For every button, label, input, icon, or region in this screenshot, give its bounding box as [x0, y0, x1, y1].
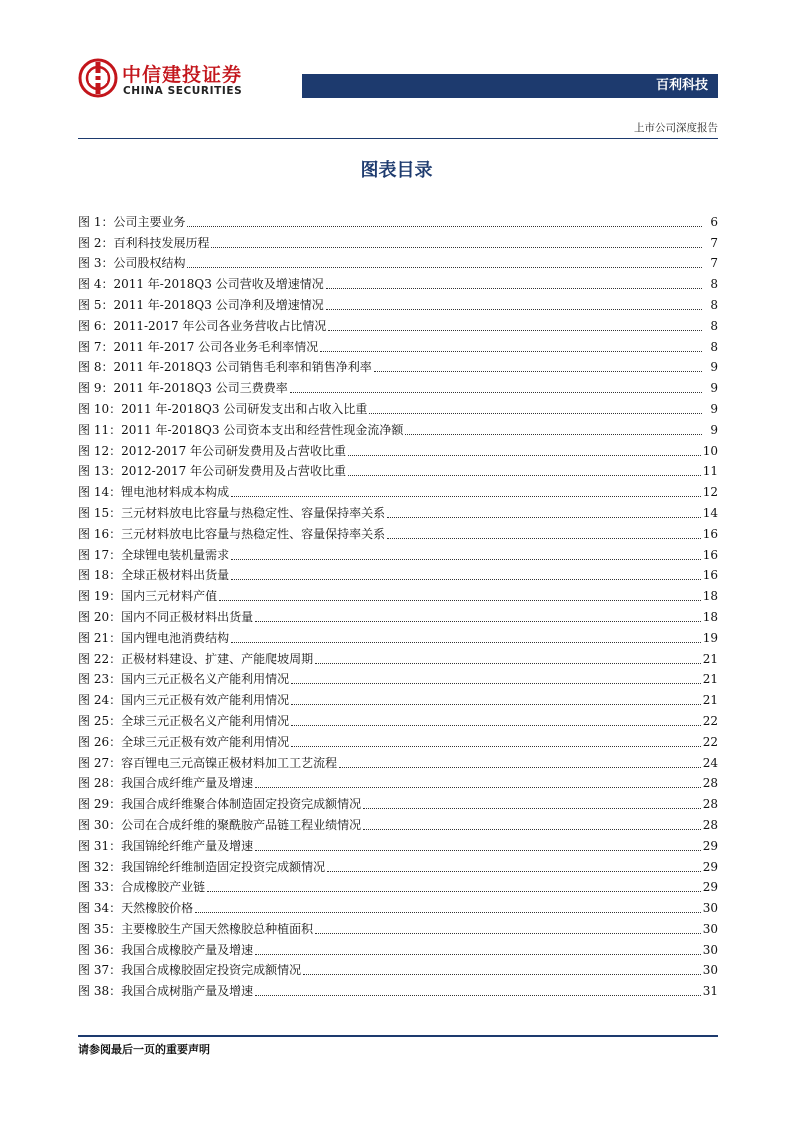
toc-entry-label: 主要橡胶生产国天然橡胶总种植面积 — [121, 921, 314, 936]
toc-entry-number: 图 36： — [78, 942, 122, 957]
toc-entry[interactable] — [78, 563, 718, 584]
toc-entry-page: 22 — [702, 713, 718, 728]
toc-entry-number: 图 33： — [78, 880, 122, 895]
toc-entry-page: 8 — [710, 339, 718, 354]
toc-entry-label: 锂电池材料成本构成 — [121, 485, 230, 500]
toc-entry-page: 29 — [702, 859, 718, 874]
toc-entry-number: 图 2： — [78, 235, 114, 250]
toc-entry-number: 图 9： — [78, 381, 114, 396]
toc-entry-number: 图 24： — [78, 693, 122, 708]
toc-entry[interactable] — [78, 833, 718, 854]
toc-dot-leader — [290, 392, 702, 393]
toc-entry-page: 9 — [710, 401, 718, 416]
toc-entry[interactable] — [78, 583, 718, 604]
toc-entry[interactable] — [78, 417, 718, 438]
toc-entry-label: 三元材料放电比容量与热稳定性、容量保持率关系 — [121, 505, 386, 520]
toc-entry-number: 图 21： — [78, 630, 122, 645]
toc-entry-page: 9 — [710, 381, 718, 396]
toc-entry-label: 2012-2017 年公司研发费用及占营收比重 — [121, 443, 347, 458]
toc-entry[interactable] — [78, 334, 718, 355]
toc-dot-leader — [348, 475, 701, 476]
toc-entry-number: 图 31： — [78, 838, 122, 853]
toc-entry-label: 国内三元材料产值 — [121, 589, 218, 604]
toc-entry[interactable] — [78, 729, 718, 750]
toc-entry-page: 30 — [702, 901, 718, 916]
company-name-banner: 百利科技 — [302, 74, 718, 98]
toc-entry-page: 9 — [710, 422, 718, 437]
toc-title: 图表目录 — [360, 160, 433, 181]
toc-entry-number: 图 35： — [78, 921, 122, 936]
toc-dot-leader — [374, 371, 702, 372]
toc-entry-page: 16 — [702, 526, 718, 541]
toc-entry-page: 7 — [710, 256, 718, 271]
toc-entry-label: 容百锂电三元高镍正极材料加工工艺流程 — [121, 755, 338, 770]
toc-entry-page: 28 — [702, 797, 718, 812]
toc-entry-page: 14 — [702, 505, 718, 520]
toc-entry[interactable] — [78, 667, 718, 688]
toc-entry[interactable] — [78, 687, 718, 708]
toc-entry-label: 公司股权结构 — [113, 256, 186, 271]
toc-entry[interactable] — [78, 875, 718, 896]
figure-table-of-contents — [78, 209, 718, 999]
toc-entry[interactable] — [78, 271, 718, 292]
report-type-label: 上市公司深度报告 — [634, 122, 718, 134]
toc-entry[interactable] — [78, 895, 718, 916]
toc-entry-label: 我国合成橡胶产量及增速 — [121, 942, 254, 957]
toc-dot-leader — [255, 621, 701, 622]
toc-entry-label: 天然橡胶价格 — [121, 901, 194, 916]
toc-entry-number: 图 22： — [78, 651, 122, 666]
toc-entry-page: 9 — [710, 360, 718, 375]
toc-entry-number: 图 14： — [78, 485, 122, 500]
toc-entry-label: 国内锂电池消费结构 — [121, 630, 230, 645]
toc-entry-number: 图 18： — [78, 568, 122, 583]
toc-entry-page: 18 — [702, 609, 718, 624]
toc-entry-page: 28 — [702, 817, 718, 832]
toc-entry-number: 图 13： — [78, 464, 122, 479]
toc-entry[interactable] — [78, 251, 718, 272]
toc-entry-page: 7 — [710, 235, 718, 250]
toc-entry-number: 图 34： — [78, 901, 122, 916]
toc-dot-leader — [231, 496, 701, 497]
toc-entry-page: 22 — [702, 734, 718, 749]
toc-dot-leader — [303, 974, 701, 975]
toc-entry-page: 12 — [702, 485, 718, 500]
toc-entry-label: 全球三元正极有效产能利用情况 — [121, 734, 290, 749]
toc-dot-leader — [328, 330, 702, 331]
toc-dot-leader — [291, 683, 701, 684]
toc-entry[interactable] — [78, 479, 718, 500]
toc-entry-number: 图 3： — [78, 256, 114, 271]
toc-entry-page: 29 — [702, 838, 718, 853]
toc-dot-leader — [327, 871, 701, 872]
toc-entry-page: 19 — [702, 630, 718, 645]
toc-entry-page: 11 — [702, 464, 718, 479]
company-logo — [78, 58, 308, 102]
toc-entry[interactable] — [78, 375, 718, 396]
toc-entry-label: 全球锂电装机量需求 — [121, 547, 230, 562]
toc-dot-leader — [363, 829, 701, 830]
toc-entry-page: 21 — [702, 693, 718, 708]
toc-entry[interactable] — [78, 958, 718, 979]
china-securities-logo-icon — [78, 58, 118, 98]
toc-entry-number: 图 20： — [78, 609, 122, 624]
toc-entry-label: 全球正极材料出货量 — [121, 568, 230, 583]
toc-entry-number: 图 30： — [78, 817, 122, 832]
toc-entry-number: 图 12： — [78, 443, 122, 458]
toc-entry[interactable] — [78, 604, 718, 625]
toc-dot-leader — [187, 226, 702, 227]
toc-dot-leader — [195, 912, 701, 913]
toc-entry-number: 图 25： — [78, 713, 122, 728]
toc-entry-number: 图 19： — [78, 589, 122, 604]
toc-entry-label: 我国合成纤维聚合体制造固定投资完成额情况 — [121, 797, 362, 812]
toc-entry-page: 30 — [702, 921, 718, 936]
toc-entry-label: 2012-2017 年公司研发费用及占营收比重 — [121, 464, 347, 479]
footer-disclaimer: 请参阅最后一页的重要声明 — [78, 1043, 210, 1056]
toc-entry-label: 2011 年-2018Q3 公司三费费率 — [113, 381, 288, 396]
toc-entry-number: 图 26： — [78, 734, 122, 749]
toc-entry[interactable] — [78, 459, 718, 480]
toc-entry-label: 正极材料建设、扩建、产能爬坡周期 — [121, 651, 314, 666]
logo-english-name: CHINA SECURITIES — [123, 85, 243, 97]
toc-entry[interactable] — [78, 209, 718, 230]
toc-entry-label: 2011 年-2018Q3 公司资本支出和经营性现金流净额 — [121, 422, 404, 437]
toc-entry[interactable] — [78, 854, 718, 875]
toc-entry[interactable] — [78, 313, 718, 334]
toc-entry-number: 图 5： — [78, 297, 114, 312]
toc-dot-leader — [231, 579, 701, 580]
toc-dot-leader — [211, 247, 702, 248]
toc-dot-leader — [255, 787, 701, 788]
toc-dot-leader — [231, 559, 701, 560]
toc-dot-leader — [339, 767, 701, 768]
toc-entry-label: 2011 年-2018Q3 公司研发支出和占收入比重 — [121, 401, 368, 416]
toc-entry-page: 31 — [702, 984, 718, 999]
toc-dot-leader — [219, 600, 701, 601]
toc-dot-leader — [255, 850, 701, 851]
toc-entry-number: 图 8： — [78, 360, 114, 375]
toc-entry-number: 图 4： — [78, 277, 114, 292]
toc-dot-leader — [231, 642, 701, 643]
toc-entry[interactable] — [78, 230, 718, 251]
toc-entry-page: 30 — [702, 942, 718, 957]
toc-entry-number: 图 1： — [78, 214, 114, 229]
toc-entry[interactable] — [78, 750, 718, 771]
toc-entry-number: 图 38： — [78, 984, 122, 999]
toc-entry-number: 图 7： — [78, 339, 114, 354]
toc-entry-number: 图 37： — [78, 963, 122, 978]
toc-entry-label: 2011 年-2018Q3 公司销售毛利率和销售净利率 — [113, 360, 372, 375]
toc-entry[interactable] — [78, 916, 718, 937]
toc-entry-label: 国内三元正极有效产能利用情况 — [121, 693, 290, 708]
toc-entry-label: 百利科技发展历程 — [113, 235, 210, 250]
toc-entry-page: 21 — [702, 672, 718, 687]
toc-entry-number: 图 10： — [78, 401, 122, 416]
toc-entry-number: 图 17： — [78, 547, 122, 562]
toc-dot-leader — [315, 663, 701, 664]
toc-dot-leader — [363, 808, 701, 809]
toc-dot-leader — [369, 413, 702, 414]
toc-entry-label: 国内三元正极名义产能利用情况 — [121, 672, 290, 687]
toc-entry[interactable] — [78, 625, 718, 646]
toc-entry-number: 图 28： — [78, 776, 122, 791]
toc-entry-label: 公司主要业务 — [113, 214, 186, 229]
toc-dot-leader — [387, 517, 701, 518]
toc-entry-label: 2011 年-2018Q3 公司营收及增速情况 — [113, 277, 324, 292]
toc-entry[interactable] — [78, 708, 718, 729]
toc-entry-label: 全球三元正极名义产能利用情况 — [121, 713, 290, 728]
toc-dot-leader — [207, 891, 701, 892]
toc-entry-page: 8 — [710, 318, 718, 333]
toc-entry-page: 28 — [702, 776, 718, 791]
toc-entry-label: 国内不同正极材料出货量 — [121, 609, 254, 624]
toc-entry-page: 8 — [710, 297, 718, 312]
toc-dot-leader — [320, 351, 702, 352]
toc-entry-number: 图 23： — [78, 672, 122, 687]
toc-dot-leader — [255, 995, 701, 996]
toc-entry-label: 三元材料放电比容量与热稳定性、容量保持率关系 — [121, 526, 386, 541]
toc-entry-page: 16 — [702, 568, 718, 583]
toc-entry-number: 图 27： — [78, 755, 122, 770]
toc-entry-page: 10 — [702, 443, 718, 458]
toc-entry[interactable] — [78, 396, 718, 417]
toc-entry[interactable] — [78, 791, 718, 812]
toc-dot-leader — [348, 455, 701, 456]
toc-dot-leader — [255, 954, 701, 955]
toc-entry-number: 图 15： — [78, 505, 122, 520]
toc-entry-page: 6 — [710, 214, 718, 229]
toc-entry[interactable] — [78, 812, 718, 833]
toc-entry[interactable] — [78, 500, 718, 521]
logo-chinese-name: 中信建投证券 — [122, 64, 243, 86]
toc-entry[interactable] — [78, 937, 718, 958]
toc-entry-label: 我国合成纤维产量及增速 — [121, 776, 254, 791]
toc-entry-label: 我国合成橡胶固定投资完成额情况 — [121, 963, 302, 978]
toc-entry-number: 图 6： — [78, 318, 114, 333]
footer-divider — [78, 1035, 718, 1037]
toc-entry-label: 2011 年-2018Q3 公司净利及增速情况 — [113, 297, 324, 312]
toc-dot-leader — [326, 288, 702, 289]
toc-dot-leader — [315, 933, 701, 934]
toc-entry-number: 图 16： — [78, 526, 122, 541]
toc-entry-page: 30 — [702, 963, 718, 978]
toc-dot-leader — [291, 725, 701, 726]
toc-entry[interactable] — [78, 292, 718, 313]
toc-entry-label: 合成橡胶产业链 — [121, 880, 206, 895]
toc-entry-label: 我国合成树脂产量及增速 — [121, 984, 254, 999]
toc-dot-leader — [291, 704, 701, 705]
toc-entry-page: 21 — [702, 651, 718, 666]
header-divider — [78, 138, 718, 139]
toc-entry-label: 我国锦纶纤维制造固定投资完成额情况 — [121, 859, 326, 874]
toc-entry[interactable] — [78, 438, 718, 459]
toc-entry[interactable] — [78, 355, 718, 376]
toc-dot-leader — [405, 434, 702, 435]
toc-entry-number: 图 29： — [78, 797, 122, 812]
toc-entry-label: 公司在合成纤维的聚酰胺产品链工程业绩情况 — [121, 817, 362, 832]
toc-entry-page: 24 — [702, 755, 718, 770]
toc-entry[interactable] — [78, 646, 718, 667]
toc-entry[interactable] — [78, 978, 718, 999]
toc-entry-label: 2011-2017 年公司各业务营收占比情况 — [113, 318, 327, 333]
toc-entry-page: 8 — [710, 277, 718, 292]
toc-entry[interactable] — [78, 542, 718, 563]
toc-entry-label: 2011 年-2017 公司各业务毛利率情况 — [113, 339, 319, 354]
toc-entry-page: 16 — [702, 547, 718, 562]
toc-entry-page: 18 — [702, 589, 718, 604]
toc-entry[interactable] — [78, 521, 718, 542]
toc-entry-label: 我国锦纶纤维产量及增速 — [121, 838, 254, 853]
toc-dot-leader — [291, 746, 701, 747]
toc-entry-number: 图 32： — [78, 859, 122, 874]
toc-entry-page: 29 — [702, 880, 718, 895]
toc-entry[interactable] — [78, 771, 718, 792]
toc-dot-leader — [187, 267, 702, 268]
toc-entry-number: 图 11： — [78, 422, 122, 437]
toc-dot-leader — [326, 309, 702, 310]
toc-dot-leader — [387, 538, 701, 539]
